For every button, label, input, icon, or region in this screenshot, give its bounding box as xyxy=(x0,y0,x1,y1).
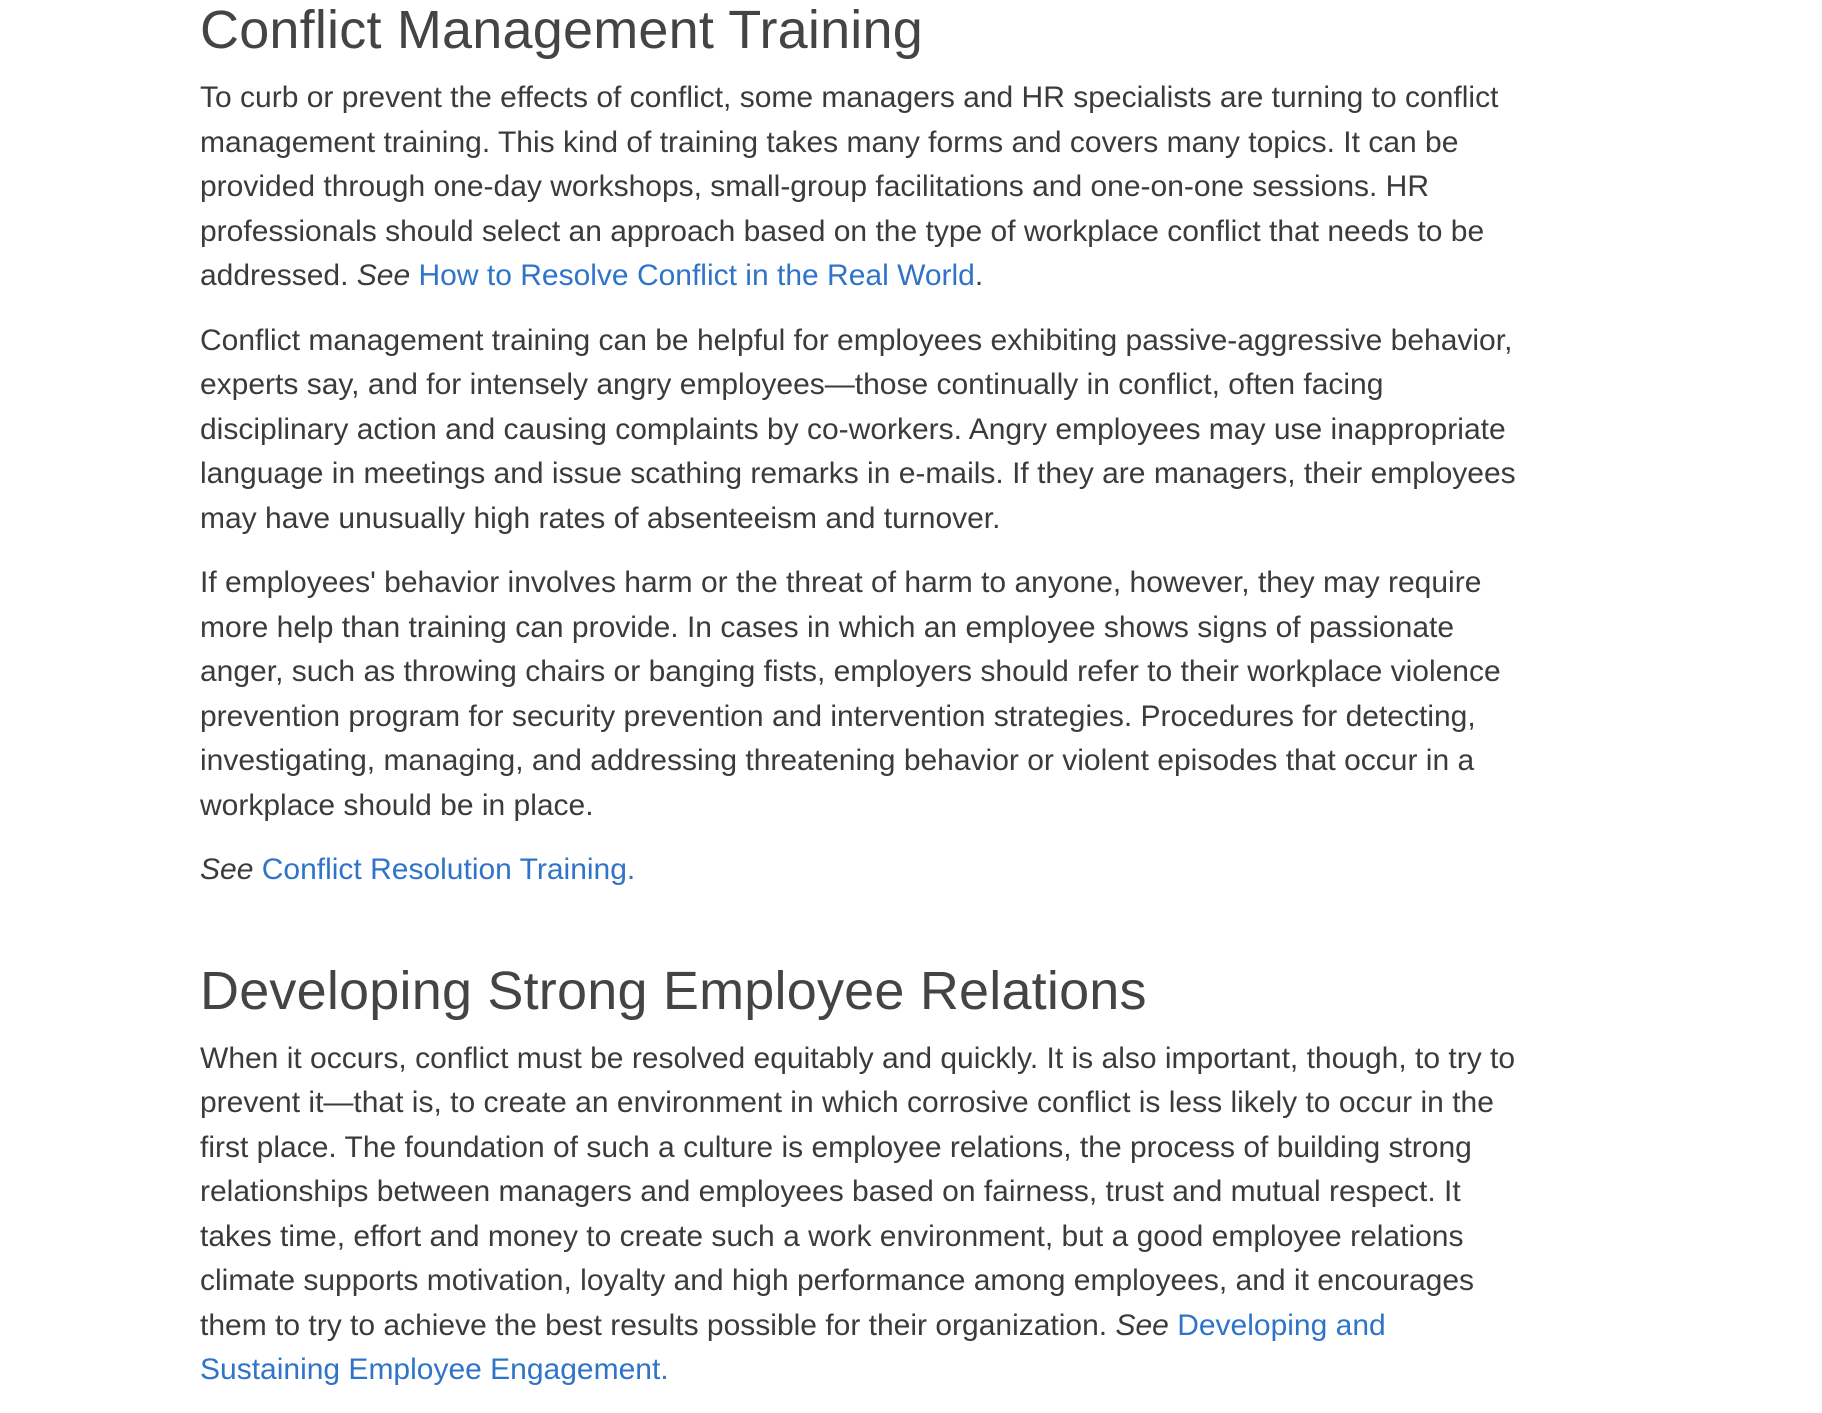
paragraph-suffix: . xyxy=(974,259,984,292)
paragraph-text: When it occurs, conflict must be resolved equitably and quickly. It is also important, though, to try to prevent it—that is, to create an environment in which corrosive conflict is less likely to occur in the first place. The foundation of such a culture is employee relations, the process of building strong relationships between managers and employees based on fairness, trust and mutual respect. It takes time, effort and money to create such a work environment, but a good employee relations climate supports motivation, loyalty and high performance among employees, and it encourages them to try to achieve the best results possible for their organization. xyxy=(200,1041,1516,1342)
paragraph xyxy=(200,848,1520,893)
see-label: See xyxy=(1115,1308,1169,1342)
paragraph-text: Conflict management training can be helpful for employees exhibiting passive-aggressive behavior, experts say, and for intensely angry employees—those continually in conflict, often facing disciplinary action and causing complaints by co-workers. Angry employees may use inappropriate language in meetings and issue scathing remarks in e-mails. If they are managers, their employees may have unusually high rates of absenteeism and turnover. xyxy=(200,323,1516,535)
article-body xyxy=(200,0,1520,1413)
paragraph xyxy=(200,561,1520,828)
paragraph xyxy=(200,319,1520,542)
section-conflict-management-training xyxy=(200,0,1520,893)
paragraph xyxy=(200,1037,1520,1393)
section-developing-strong-employee-relations xyxy=(200,961,1520,1393)
paragraph-text: To curb or prevent the effects of conflict, some managers and HR specialists are turning to conflict management training. This kind of training takes many forms and covers many topics. It can be provided through one-day workshops, small-group facilitations and one-on-one sessions. HR professionals should select an approach based on the type of workplace conflict that needs to be addressed. xyxy=(200,81,1499,292)
see-label: See xyxy=(200,853,254,886)
paragraph xyxy=(200,76,1520,299)
see-label: See xyxy=(356,259,411,292)
paragraph-text: If employees' behavior involves harm or the threat of harm to anyone, however, they may require more help than training can provide. In cases in which an employee shows signs of passionate anger, such as throwing chairs or banging fists, employers should refer to their workplace violence prevention program for security prevention and intervention strategies. Procedures for detecting, investigating, managing, and addressing threatening behavior or violent episodes that occur in a workplace should be in place. xyxy=(200,566,1501,822)
link-how-to-resolve-conflict[interactable]: How to Resolve Conflict in the Real World xyxy=(418,259,975,292)
section-heading: Developing Strong Employee Relations xyxy=(200,960,1147,1021)
section-heading: Conflict Management Training xyxy=(200,0,923,60)
link-developing-employee-engagement[interactable]: Developing and Sustaining Employee Engagement. xyxy=(200,1308,1386,1386)
link-conflict-resolution-training[interactable]: Conflict Resolution Training. xyxy=(261,853,636,886)
